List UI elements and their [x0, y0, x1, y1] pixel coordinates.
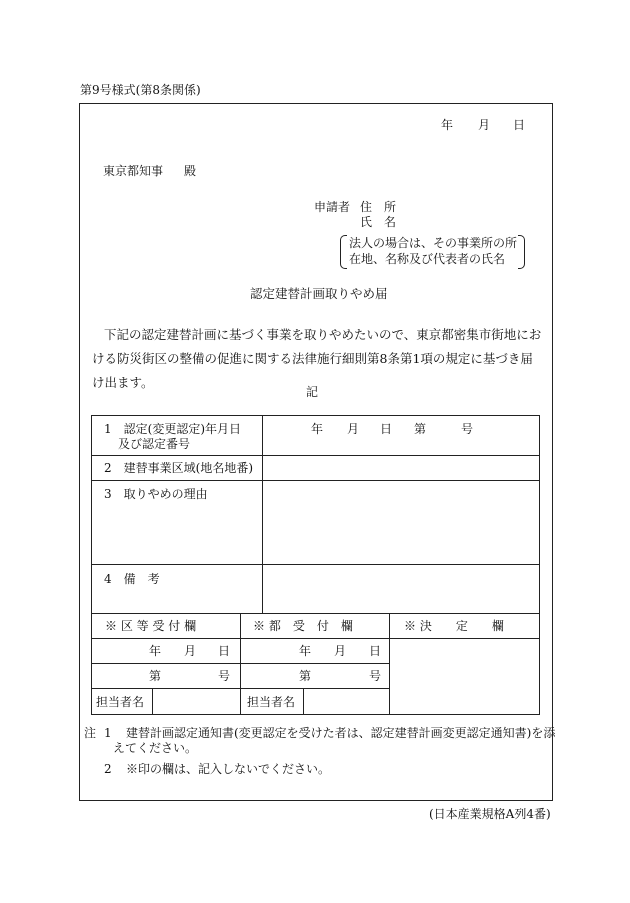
row2-label: 2 建替事業区域(地名地番) [104, 461, 253, 475]
decision-header: ※ 決 定 欄 [404, 619, 504, 633]
row1-label-line2: 及び認定番号 [118, 437, 191, 451]
table-line [91, 415, 92, 714]
note1-line2: えてください。 [113, 741, 198, 755]
note1-line1: 建替計画認定通知書(変更認定を受けた者は、認定建替計画変更認定通知書)を添 [126, 726, 556, 740]
applicant-address-label: 住 所 [360, 200, 397, 214]
document-title: 認定建替計画取りやめ届 [250, 286, 388, 301]
date-year: 年 [441, 118, 454, 132]
metro-dai: 第 [299, 669, 312, 683]
metro-year: 年 [299, 644, 312, 658]
metro-month: 月 [334, 644, 347, 658]
table-line [303, 688, 304, 714]
corporate-note-line2: 在地、名称及び代表者の氏名 [349, 252, 506, 266]
notes-prefix: 注 [84, 726, 97, 740]
ward-year: 年 [149, 644, 162, 658]
jis-note: (日本産業規格A列4番) [429, 807, 551, 821]
ward-dai: 第 [149, 669, 162, 683]
row1-dai: 第 [414, 422, 427, 436]
body-text: 下記の認定建替計画に基づく事業を取りやめたいので、東京都密集市街地における防災街区の整備の促進に関する法律施行細則第8条第1項の規定に基づき届け出ます。 [92, 327, 542, 390]
table-line [91, 415, 540, 416]
table-line [389, 613, 390, 714]
note2-text: ※印の欄は、記入しないでください。 [126, 762, 331, 776]
corporate-note-bracket [340, 235, 525, 269]
ward-receipt-header: ※ 区 等 受 付 欄 [105, 619, 197, 633]
metro-day: 日 [369, 644, 382, 658]
note1-number: 1 [104, 726, 112, 740]
row3-label: 3 取りやめの理由 [104, 487, 208, 501]
metro-go: 号 [369, 669, 382, 683]
metro-receipt-header: ※ 都 受 付 欄 [253, 619, 353, 633]
row4-label: 4 備 考 [104, 572, 160, 586]
date-month: 月 [478, 118, 491, 132]
addressee-honorific: 殿 [184, 164, 197, 178]
ward-go: 号 [218, 669, 231, 683]
table-line [152, 688, 153, 714]
table-line [91, 613, 540, 614]
table-line [91, 455, 540, 456]
table-line [91, 714, 540, 715]
row1-label-line1: 1 認定(変更認定)年月日 [104, 422, 241, 436]
ward-month: 月 [184, 644, 197, 658]
application-table [91, 415, 540, 715]
row1-month: 月 [347, 422, 360, 436]
table-line [262, 415, 263, 613]
note2-number: 2 [104, 762, 112, 776]
left-bracket [340, 235, 347, 269]
date-day: 日 [513, 118, 526, 132]
addressee-name: 東京都知事 [103, 164, 164, 178]
corporate-note-line1: 法人の場合は、その事業所の所 [349, 236, 518, 250]
row1-year: 年 [311, 422, 324, 436]
form-number: 第9号様式(第8条関係) [80, 83, 201, 97]
ward-person-label: 担当者名 [96, 695, 145, 709]
table-line [91, 638, 540, 639]
row1-go: 号 [461, 422, 474, 436]
metro-person-label: 担当者名 [247, 695, 296, 709]
table-line [240, 613, 241, 714]
table-line [91, 480, 540, 481]
row1-day: 日 [380, 422, 393, 436]
applicant-name-label: 氏 名 [360, 215, 397, 229]
table-line [91, 564, 540, 565]
table-line [539, 415, 540, 714]
ki-label: 記 [306, 385, 319, 399]
ward-day: 日 [218, 644, 231, 658]
applicant-label: 申請者 [314, 200, 351, 214]
right-bracket [518, 235, 525, 269]
